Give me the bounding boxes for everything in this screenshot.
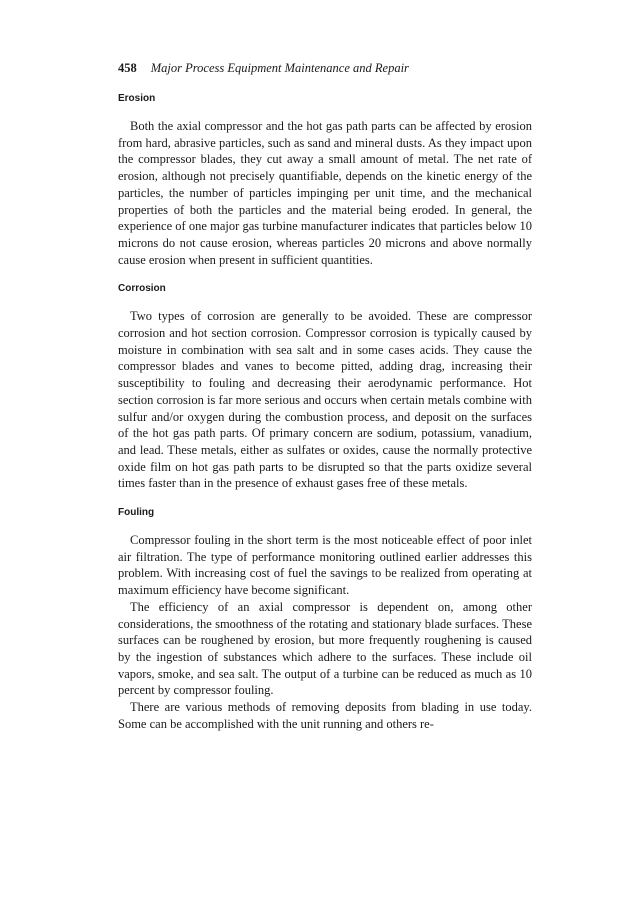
section-heading-erosion: Erosion bbox=[118, 93, 156, 104]
section-corrosion bbox=[118, 282, 532, 492]
section-erosion bbox=[118, 92, 532, 268]
paragraph-fouling-2: The efficiency of an axial compressor is dependent on, among other considerations, the smoothness of the rotating and stationary blade surfaces. These surfaces can be roughened by erosion, but more frequently roughening is caused by the ingestion of substances which adhere to the surfaces. These include oil vapors, smoke, and sea salt. The output of a turbine can be reduced as much as 10 percent by compressor fouling. bbox=[118, 599, 532, 698]
section-fouling bbox=[118, 506, 532, 732]
section-heading-fouling: Fouling bbox=[118, 507, 155, 519]
paragraph-fouling-3: There are various methods of removing deposits from blading in use today. Some can be accomplished with the unit running and others re- bbox=[118, 700, 532, 731]
paragraph-corrosion-1: Two types of corrosion are generally to be avoided. These are compressor corrosion and hot section corrosion. Compressor corrosion is typically caused by moisture in combination with sea salt and in some cases acids. They cause the compressor blades and vanes to become pitted, adding drag, increasing their susceptibility to fouling and decreasing their aerodynamic performance. Hot section corrosion is far more serious and occurs when certain metals combine with sulfur and/or oxygen during the combustion process, and deposit on the surfaces of the hot gas path parts. Of primary concern are sodium, potassium, vanadium, and lead. These metals, either as sulfates or oxides, cause the normally protective oxide film on hot gas path parts to be disrupted so that the parts oxidize several times faster than in the presence of exhaust gases free of these metals. bbox=[118, 309, 532, 491]
book-page bbox=[118, 60, 532, 747]
running-head bbox=[118, 60, 532, 76]
paragraph-fouling-1: Compressor fouling in the short term is the most noticeable effect of poor inlet air filtration. The type of performance monitoring outlined earlier addresses this problem. With increasing cost of fuel the savings to be realized from operating at maximum efficiency have become significant. bbox=[118, 533, 532, 598]
book-title: Major Process Equipment Maintenance and Repair bbox=[150, 61, 409, 75]
page-number: 458 bbox=[118, 61, 137, 75]
paragraph-erosion-1: Both the axial compressor and the hot gas path parts can be affected by erosion from hard, abrasive particles, such as sand and mineral dusts. As they impact upon the compressor blades, they cut away a small amount of metal. The net rate of erosion, although not precisely quantifiable, depends on the kinetic energy of the particles, the number of particles impinging per unit time, and the mechanical properties of both the particles and the material being eroded. In general, the experience of one major gas turbine manufacturer indicates that particles below 10 microns do not cause erosion, whereas particles 20 microns and above normally cause erosion when present in sufficient quantities. bbox=[118, 119, 532, 267]
section-heading-corrosion: Corrosion bbox=[118, 283, 166, 295]
